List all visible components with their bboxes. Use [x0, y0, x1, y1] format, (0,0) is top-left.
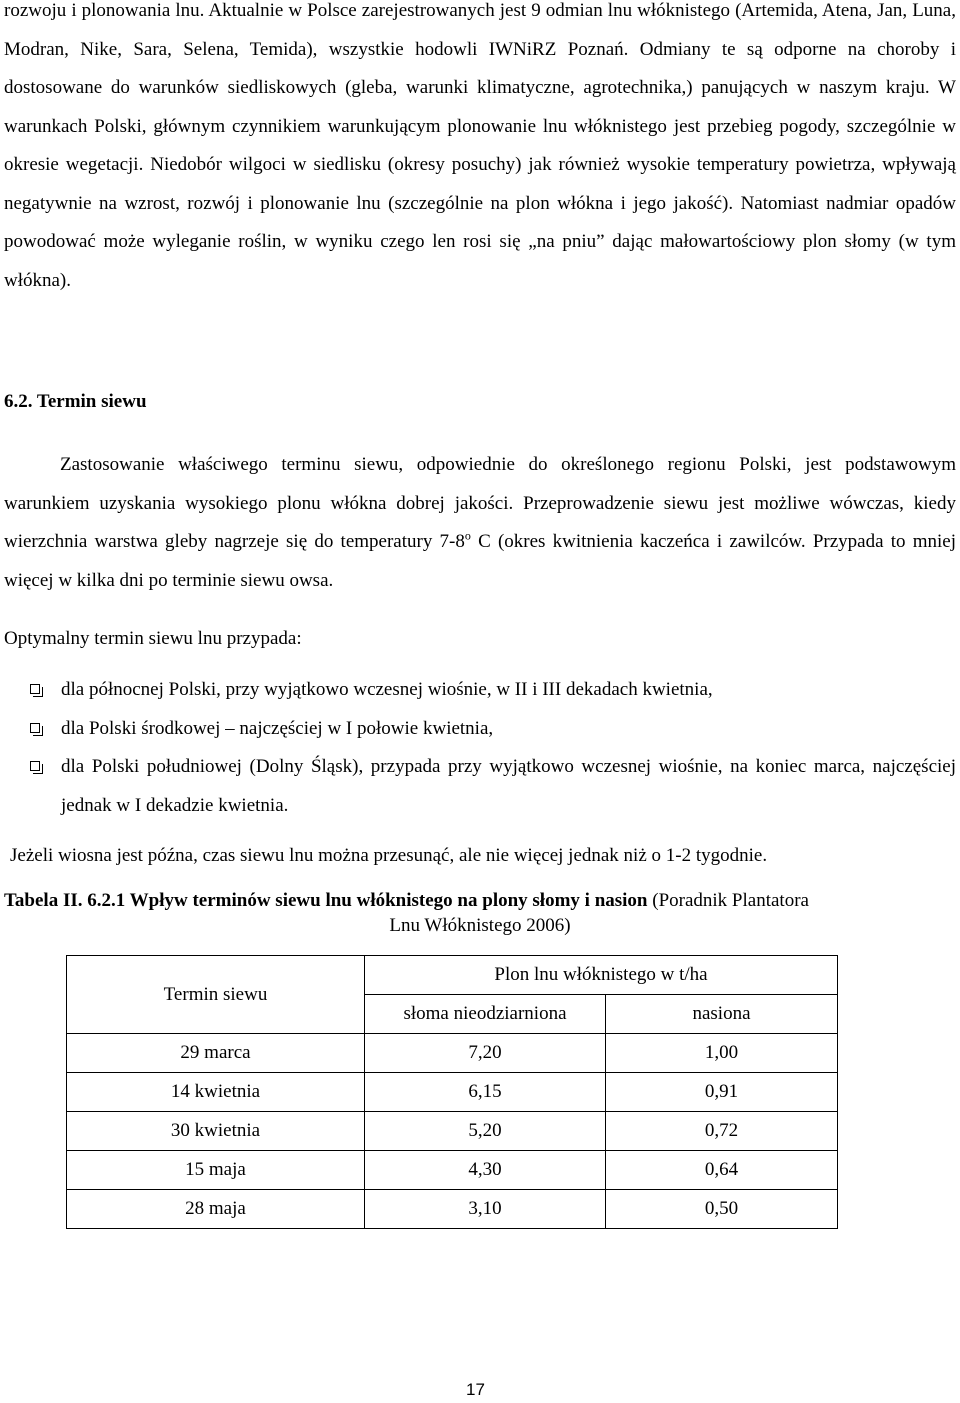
cell-straw: 7,20: [365, 1034, 606, 1073]
header-straw: słoma nieodziarniona: [365, 995, 606, 1034]
checkbox-bullet-icon: [30, 761, 40, 771]
cell-seeds: 0,72: [606, 1112, 838, 1151]
header-seeds: nasiona: [606, 995, 838, 1034]
list-item-text: dla północnej Polski, przy wyjątkowo wczesnej wiośnie, w II i III dekadach kwietnia,: [61, 679, 713, 700]
table-header-row: [67, 956, 838, 995]
cell-term: 28 maja: [67, 1190, 365, 1229]
cell-straw: 6,15: [365, 1073, 606, 1112]
list-item-text: dla Polski południowej (Dolny Śląsk), przypada przy wyjątkowo wczesnej wiośnie, na koniec marca, najczęściej jednak w I dekadzie kwietnia.: [61, 756, 956, 816]
intro-paragraph: rozwoju i plonowania lnu. Aktualnie w Polsce zarejestrowanych jest 9 odmian lnu włóknistego (Artemida, Atena, Jan, Luna, Modran, Nike, Sara, Selena, Temida), wszystkie hodowli IWNiRZ Poznań. Odmiany te są odporne na choroby i dostosowane do warunków siedliskowych (gleba, warunki klimatyczne, agrotechnika,) panujących w naszym kraju. W warunkach Polski, głównym czynnikiem warunkującym plonowanie lnu włóknistego jest przebieg pogody, szczególnie w okresie wegetacji. Niedobór wilgoci w siedlisku (okresy posuchy) jak również wysokie temperatury powietrza, wpływają negatywnie na wzrost, rozwój i plonowanie lnu (szczególnie na plon włókna i jego jakość). Natomiast nadmiar opadów powodować może wyleganie roślin, w wyniku czego len rosi się „na pniu” dając małowartościowy plon słomy (w tym włókna).: [4, 0, 956, 291]
cell-seeds: 0,91: [606, 1073, 838, 1112]
cell-seeds: 1,00: [606, 1034, 838, 1073]
list-item: [4, 748, 956, 825]
cell-seeds: 0,50: [606, 1190, 838, 1229]
cell-term: 30 kwietnia: [67, 1112, 365, 1151]
table-row: [67, 1034, 838, 1073]
sowing-date-text-1: Zastosowanie właściwego terminu siewu, odpowiednie do określonego regionu Polski, jest podstawowym warunkiem uzyskania wysokiego plonu włókna dobrej jakości. Przeprowadzenie siewu jest możliwe wówczas, kiedy wierzchnia warstwa gleby nagrzeje się do temperatury 7-8: [4, 454, 956, 552]
header-yield: Plon lnu włóknistego w t/ha: [365, 956, 838, 995]
header-term: Termin siewu: [67, 956, 365, 1034]
table-caption-title: Tabela II. 6.2.1 Wpływ terminów siewu lnu włóknistego na plony słomy i nasion: [4, 890, 648, 911]
cell-term: 14 kwietnia: [67, 1073, 365, 1112]
cell-straw: 3,10: [365, 1190, 606, 1229]
list-item: [4, 671, 956, 710]
yield-table: [66, 955, 838, 1229]
table-row: [67, 1190, 838, 1229]
cell-term: 15 maja: [67, 1151, 365, 1190]
page-number: 17: [466, 1380, 485, 1399]
late-spring-note: Jeżeli wiosna jest późna, czas siewu lnu można przesunąć, ale nie więcej jednak niż o 1-2 tygodnie.: [10, 845, 768, 866]
cell-seeds: 0,64: [606, 1151, 838, 1190]
section-heading: 6.2. Termin siewu: [4, 391, 147, 412]
table-row: [67, 1151, 838, 1190]
sowing-date-paragraph: [4, 446, 956, 600]
degree-mark: o: [464, 528, 471, 543]
list-intro: Optymalny termin siewu lnu przypada:: [4, 628, 302, 649]
cell-straw: 4,30: [365, 1151, 606, 1190]
sowing-term-list: [4, 671, 956, 825]
table-row: [67, 1073, 838, 1112]
cell-term: 29 marca: [67, 1034, 365, 1073]
table-caption-source-line2: Lnu Włóknistego 2006): [389, 915, 571, 936]
checkbox-bullet-icon: [30, 684, 40, 694]
list-item: [4, 710, 956, 749]
list-item-text: dla Polski środkowej – najczęściej w I połowie kwietnia,: [61, 717, 494, 739]
table-caption-source: (Poradnik Plantatora: [647, 890, 809, 911]
cell-straw: 5,20: [365, 1112, 606, 1151]
table-caption: [4, 889, 956, 938]
table-row: [67, 1112, 838, 1151]
sowing-date-text-2: C (okres kwitnienia kaczeńca i zawilców. Przypada to mniej więcej w kilka dni po terminie siewu owsa.: [4, 531, 956, 591]
checkbox-bullet-icon: [30, 723, 40, 733]
